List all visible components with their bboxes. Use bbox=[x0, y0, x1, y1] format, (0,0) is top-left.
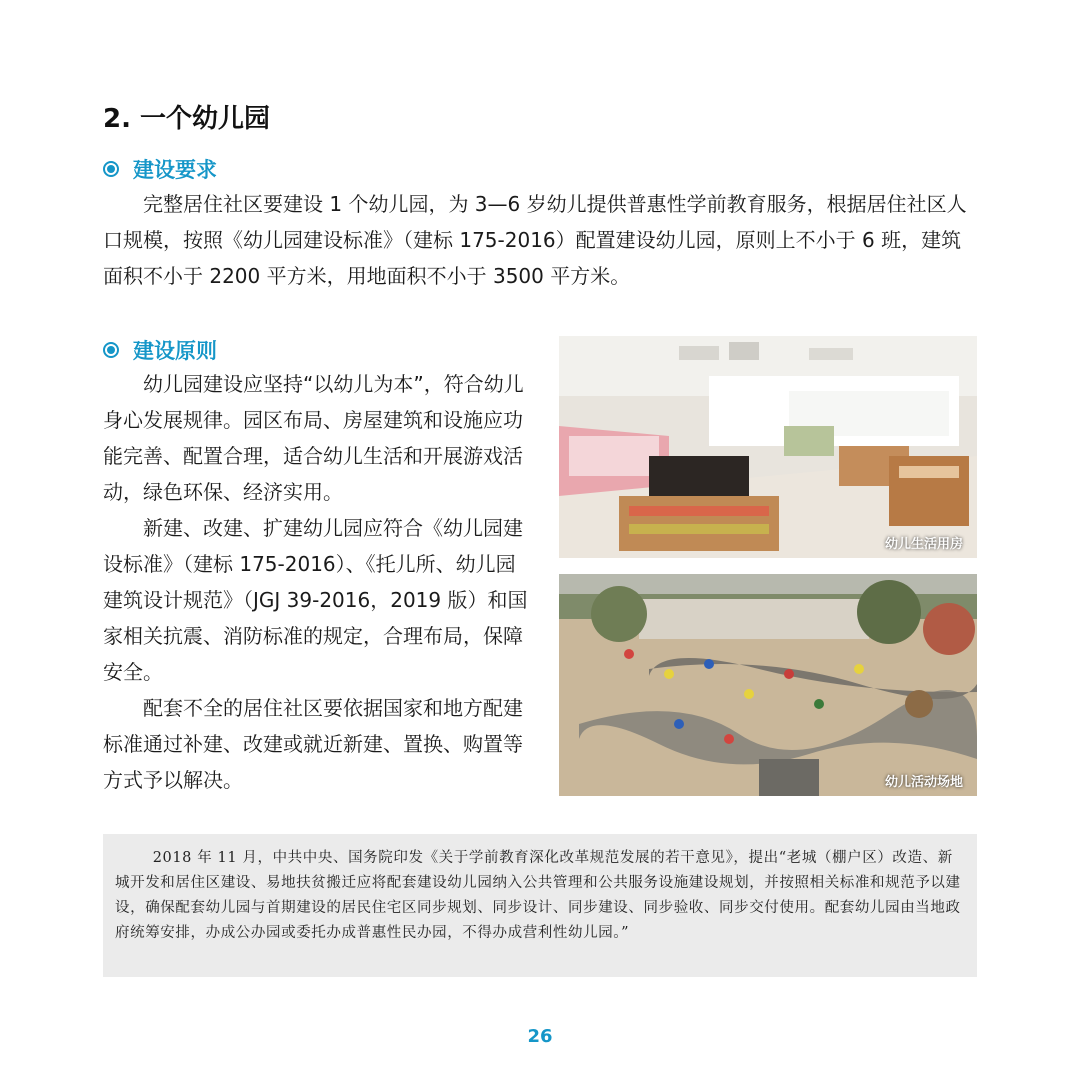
indoor-room-illustration bbox=[559, 336, 977, 558]
kindergarten-playground-photo bbox=[559, 574, 977, 796]
kindergarten-room-photo bbox=[559, 336, 977, 558]
paragraph: 新建、改建、扩建幼儿园应符合《幼儿园建设标准》（建标 175-2016）、《托儿所、幼儿园建筑设计规范》（JGJ 39-2016，2019 版）和国家相关抗震、消防标准的规定，合理布局，保障安全。 bbox=[103, 516, 528, 684]
circle-dot-icon bbox=[103, 342, 119, 358]
paragraph: 完整居住社区要建设 1 个幼儿园，为 3—6 岁幼儿提供普惠性学前教育服务，根据居住社区人口规模，按照《幼儿园建设标准》（建标 175-2016）配置建设幼儿园，原则上不小于 6 班，建筑面积不小于 2200 平方米，用地面积不小于 3500 平方米。 bbox=[103, 192, 967, 288]
page-number: 26 bbox=[527, 1026, 553, 1047]
section-body-requirements bbox=[103, 186, 975, 294]
circle-dot-icon bbox=[103, 161, 119, 177]
section-heading-principles bbox=[103, 335, 217, 365]
paragraph: 幼儿园建设应坚持“以幼儿为本”，符合幼儿身心发展规律。园区布局、房屋建筑和设施应功能完善、配置合理，适合幼儿生活和开展游戏活动，绿色环保、经济实用。 bbox=[103, 372, 524, 504]
page-title: 2. 一个幼儿园 bbox=[103, 104, 271, 134]
playground-illustration bbox=[559, 574, 977, 796]
photo-caption: 幼儿生活用房 bbox=[884, 537, 963, 552]
section-heading-text: 建设原则 bbox=[133, 339, 217, 363]
section-heading-text: 建设要求 bbox=[133, 158, 217, 182]
quote-text: 2018 年 11 月，中共中央、国务院印发《关于学前教育深化改革规范发展的若干意见》，提出“老城（棚户区）改造、新城开发和居住区建设、易地扶贫搬迁应将配套建设幼儿园纳入公共管理和公共服务设施建设规划，并按照相关标准和规范予以建设，确保配套幼儿园与首期建设的居民住宅区同步规划、同步设计、同步建设、同步验收、同步交付使用。配套幼儿园由当地政府统筹安排，办成公办园或委托办成普惠性民办园，不得办成营利性幼儿园。” bbox=[115, 850, 961, 941]
policy-quote-box bbox=[103, 834, 977, 977]
section-body-principles bbox=[103, 366, 528, 798]
section-heading-requirements bbox=[103, 154, 217, 184]
photo-caption: 幼儿活动场地 bbox=[884, 775, 963, 790]
paragraph: 配套不全的居住社区要依据国家和地方配建标准通过补建、改建或就近新建、置换、购置等方式予以解决。 bbox=[103, 696, 523, 792]
